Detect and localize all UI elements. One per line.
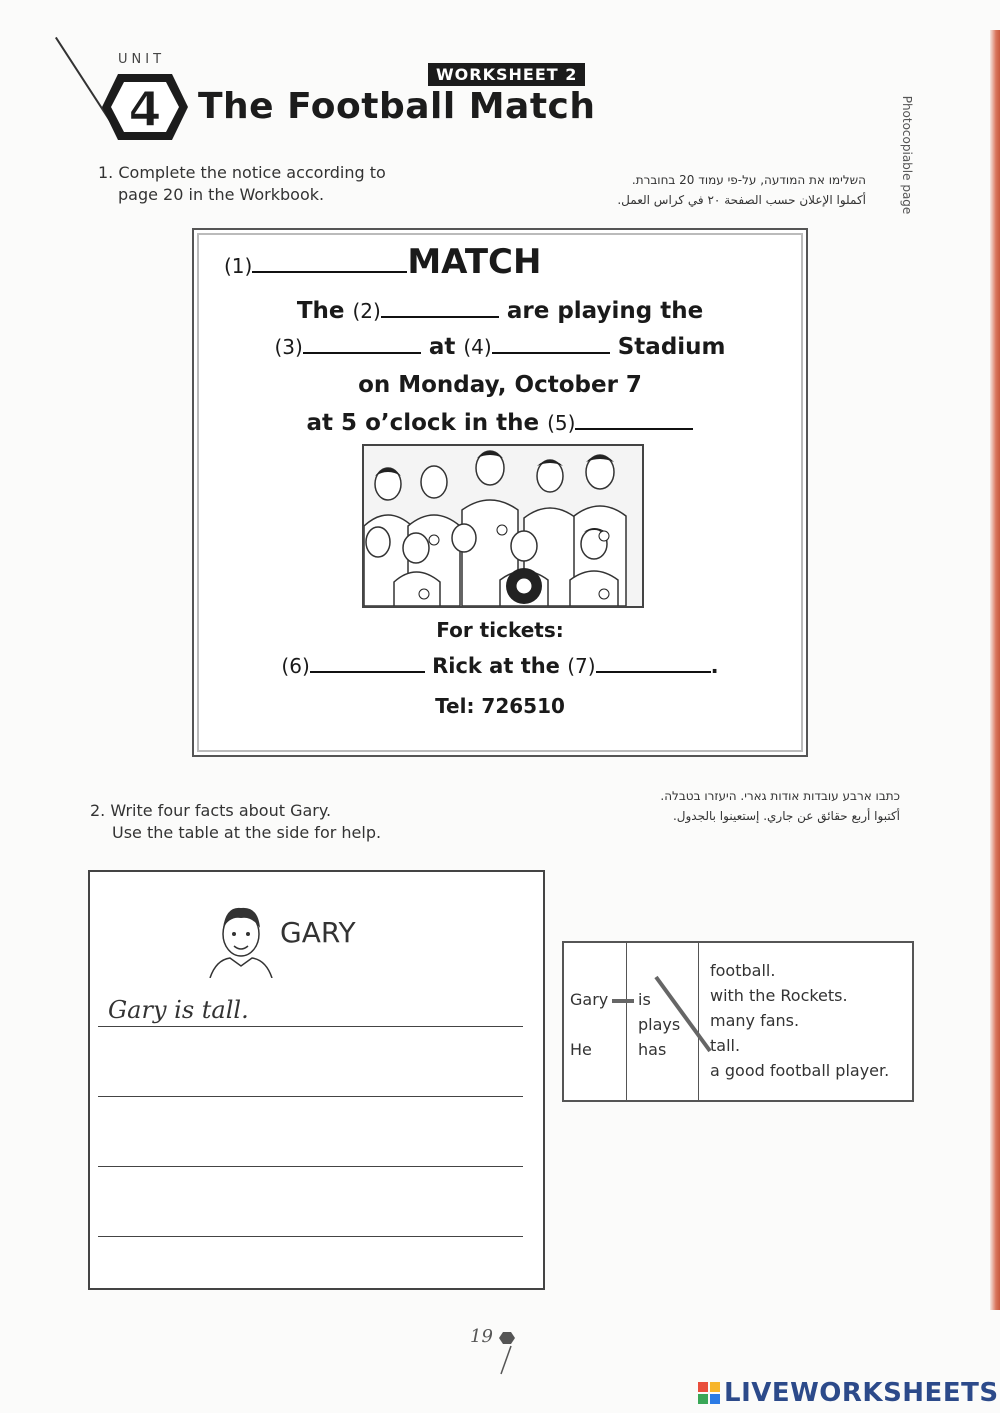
help-table — [562, 941, 914, 1102]
answer-line-4[interactable] — [98, 1236, 523, 1237]
notice-line-3: (3) at (4) Stadium — [274, 334, 726, 360]
match-heading: MATCH — [407, 242, 542, 282]
blank-6[interactable] — [310, 655, 425, 673]
exercise2-instruction — [90, 800, 381, 844]
liveworksheets-logo-icon — [698, 1382, 720, 1404]
blank-3[interactable] — [303, 336, 421, 354]
side-note: Photocopiable page — [900, 95, 914, 215]
exercise1-hebrew: השלימו את המודעה, על-פי עמוד 20 בחוברת. — [631, 173, 866, 187]
exercise2-instruction-line2: Use the table at the side for help. — [112, 823, 382, 842]
exercise2-instruction-line1: 2. Write four facts about Gary. — [90, 801, 332, 820]
exercise1-instruction-line2: page 20 in the Workbook. — [118, 185, 325, 204]
exercise2-translations — [560, 786, 900, 826]
team-illustration — [364, 446, 642, 606]
blank-1-number: (1) — [224, 254, 253, 278]
notice-line-tickets: (6) Rick at the (7) . — [281, 654, 719, 678]
page-edge — [990, 30, 1000, 1310]
table-subject: He — [570, 1040, 592, 1059]
notice-for-tickets: For tickets: — [436, 618, 564, 642]
answer-line-1[interactable] — [98, 1026, 523, 1027]
table-complement: many fans. — [710, 1011, 800, 1030]
match-notice — [192, 228, 808, 757]
blank-2[interactable] — [381, 300, 499, 318]
table-verb: has — [638, 1040, 667, 1059]
notice-tel: Tel: 726510 — [435, 694, 565, 718]
exercise1-instruction-line1: 1. Complete the notice according to — [98, 163, 386, 182]
worksheet-badge: WORKSHEET 2 — [428, 63, 585, 86]
exercise1-arabic: أكملوا الإعلان حسب الصفحة ٢٠ في كراس العمل. — [617, 193, 866, 207]
table-complement: tall. — [710, 1036, 741, 1055]
sample-sentence: Gary is tall. — [108, 996, 249, 1024]
notice-date: on Monday, October 7 — [358, 372, 642, 398]
unit-hexagon-icon — [100, 72, 190, 142]
brand-watermark: LIVEWORKSHEETS — [698, 1378, 999, 1408]
page-title: The Football Match — [198, 86, 596, 127]
table-complement: with the Rockets. — [710, 986, 848, 1005]
exercise1-instruction — [98, 162, 386, 206]
unit-number: 4 — [128, 82, 162, 138]
page-number: 19 — [470, 1326, 523, 1376]
blank-4[interactable] — [492, 336, 610, 354]
blank-5[interactable] — [575, 412, 693, 430]
gary-name: GARY — [280, 916, 356, 949]
exercise1-translations — [560, 170, 866, 210]
table-complement: football. — [710, 961, 776, 980]
notice-line-2: The (2) are playing the — [296, 298, 704, 324]
table-subject: Gary — [570, 990, 609, 1009]
gary-portrait-icon — [208, 900, 274, 978]
table-connector-lines — [564, 943, 912, 1100]
table-complement: a good football player. — [710, 1061, 890, 1080]
gary-writing-box — [88, 870, 545, 1290]
exercise2-hebrew: כתבו ארבע עובדות אודות גארי. היעזרו בטבלה. — [660, 789, 900, 803]
answer-line-2[interactable] — [98, 1096, 523, 1097]
unit-label: UNIT — [118, 52, 166, 67]
blank-1[interactable] — [252, 255, 407, 273]
table-verb: plays — [638, 1015, 681, 1034]
page-number-mark-icon — [497, 1326, 523, 1376]
football-team-image — [362, 444, 644, 608]
notice-line-1 — [194, 242, 836, 282]
notice-line-5: at 5 o’clock in the (5) — [194, 410, 806, 436]
blank-7[interactable] — [596, 655, 711, 673]
answer-line-3[interactable] — [98, 1166, 523, 1167]
table-verb: is — [638, 990, 651, 1009]
exercise2-arabic: أكتبوا أربع حقائق عن جاري. إستعينوا بالجدول. — [672, 809, 900, 823]
